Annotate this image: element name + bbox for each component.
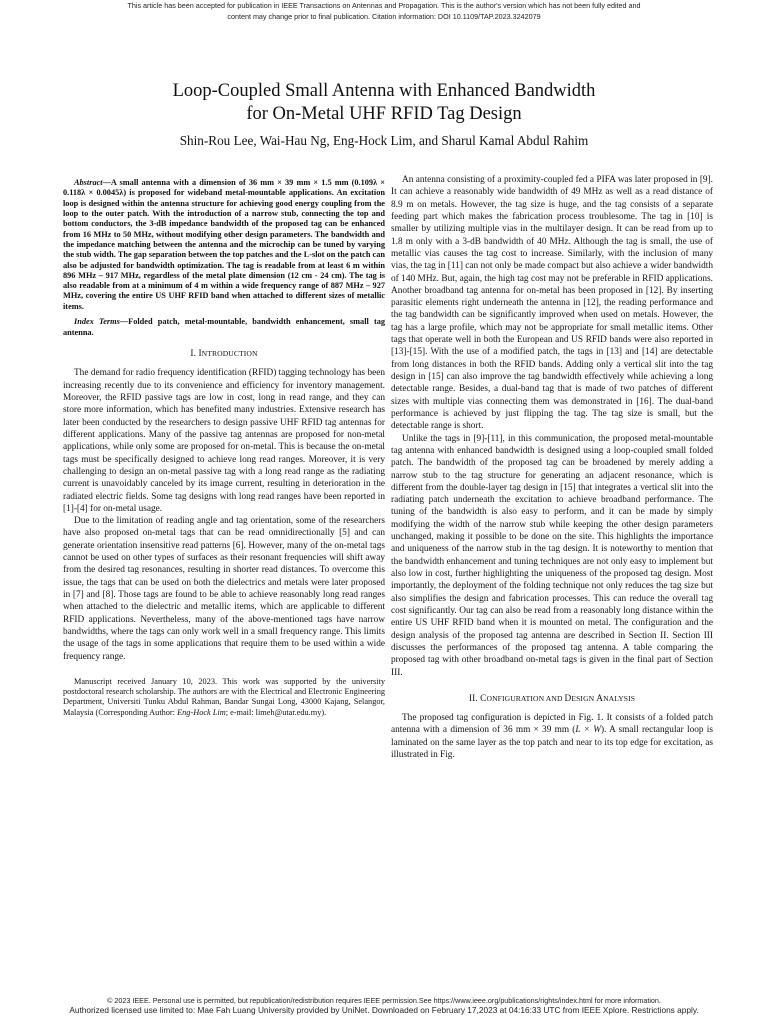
index-terms <box>63 317 385 338</box>
abstract <box>63 178 385 312</box>
header-line-2: content may change prior to final publication. Citation information: DOI 10.1109/TAP.2023.3242079 <box>227 12 541 21</box>
author-list: Shin-Rou Lee, Wai-Hau Ng, Eng-Hock Lim, and Sharul Kamal Abdul Rahim <box>179 133 589 148</box>
header-line-1: This article has been accepted for publication in IEEE Transactions on Antennas and Propagation. This is the author's version which has not been fully edited and <box>127 1 641 10</box>
license-footer: Authorized licensed use limited to: Mae Fah Luang University provided by UniNet. Downloaded on February 17,2023 at 04:16:33 UTC from IEEE Xplore. Restrictions apply. <box>69 1005 699 1015</box>
abstract-lead: Abstract <box>74 178 103 187</box>
abstract-text: —A small antenna with a dimension of 36 mm × 39 mm × 1.5 mm (0.109λ × 0.118λ × 0.0045λ) is proposed for wideband metal-mountable applications. An excitation loop is designed within the antenna structure for achieving good energy coupling from the loop to the outer patch. With the introduction of a narrow stub, connecting the top and bottom conductors, the 3-dB impedance bandwidth of the proposed tag can be enhanced from 16 MHz to 50 MHz, without modifying other design parameters. The bandwidth and the impedance matching between the antenna and the microchip can be tuned by varying the stub width. The gap separation between the top patches and the L-slot on the patch can also be adjusted for bandwidth optimization. The tag is readable from at least 6 m within 896 MHz – 917 MHz, regardless of the metal plate dimension (12 cm - 24 cm). The tag is also readable from at a minimum of 4 m within a wide frequency range of 887 MHz – 927 MHz, covering the entire US UHF RFID band when attached to different sizes of metallic items. <box>63 178 385 311</box>
paper-title <box>0 80 768 126</box>
left-column <box>63 174 385 718</box>
index-terms-text: —Folded patch, metal-mountable, bandwidth enhancement, small tag antenna. <box>63 317 385 337</box>
section-heading-introduction: I. INTRODUCTION <box>190 349 258 360</box>
section-heading-configuration: II. CONFIGURATION AND DESIGN ANALYSIS <box>468 693 636 704</box>
intro-paragraph-3: An antenna consisting of a proximity-coupled fed a PIFA was later proposed in [9]. It can achieve a reasonably wide bandwidth of 49 MHz as well as a read distance of 8.9 m on metals. However, the tag size is huge, and the tag consists of a separate feeding part which makes the fabrication process troublesome. The tag in [10] is smaller by utilizing multiple vias in the multilayer design. It can be read from up to 1.8 m only with a 3-dB bandwidth of 40 MHz. Although the tag is small, the use of metallic vias causes the tag cost to increase. Similarly, with the inclusion of many vias, the tag in [11] can not only be made compact but also achieve a wider bandwidth of 140 MHz. But, again, the high tag cost may not be preferable in RFID applications. Another broadband tag antenna for on-metal has been proposed in [12]. By inserting parasitic elements right underneath the antenna in [12], the reading performance and the tag bandwidth can be significantly improved when used on metals. However, the tag has a large profile, which may not be appropriate for small metallic items. Other tags that operate well in both the European and US RFID bands were also reported in [13]-[15]. With the use of a modified patch, the tags in [13] and [14] are detectable from long distances in both the RFID bands. Adding only a vertical slit into the tag design in [15] can also improve the tag bandwidth effectively while achieving a long detectable range. Besides, a dual-band tag that is made of two patches of different sizes with multiple vias connecting them was demonstrated in [16]. The dual-band performance is achieved by just flipping the tag. The tag size is small, but the detectable range is short. <box>391 175 713 432</box>
journal-header <box>0 0 768 22</box>
manuscript-note: Manuscript received January 10, 2023. This work was supported by the university postdoctoral research scholarship. The authors are with the Electrical and Electronic Engineering Department, Universiti Tunku Abdul Rahman, Bandar Sungai Long, 43000 Kajang, Selangor, Malaysia (Corresponding Author: Eng-Hock Lim; e-mail: limeh@utar.edu.my). <box>63 676 385 717</box>
intro-paragraph-1: The demand for radio frequency identification (RFID) tagging technology has been increasing recently due to its convenience and efficiency for inventory management. Moreover, the RFID passive tags are low in cost, long in read range, and they can store more information, which has benefited many industries. Extensive research has later been conducted by the researchers to design passive UHF RFID tag antennas for different applications. Many of the passive tag antennas are proposed for non-metal applications, while only some are proposed for on-metal. This is because the on-metal tags must be specifically designed to achieve long read ranges. Moreover, it is very challenging to design an on-metal passive tag with a long read range as the radiating current is unavoidably canceled by its image current, resulting in deterioration in the radiated electric fields. Some tag designs with long read ranges have been reported in [1]-[4] for on-metal usage. <box>63 368 385 514</box>
right-column <box>391 174 713 761</box>
intro-paragraph-4: Unlike the tags in [9]-[11], in this communication, the proposed metal-mountable tag antenna with enhanced bandwidth is designed using a loop-coupled small folded patch. The bandwidth of the proposed tag can be broadened by merely adding a narrow stub to the tag structure for generating an adjacent resonance, which is different from the double-layer tag design in [15] that integrates a vertical slit into the radiating patch underneath the excitation to achieve broadband performance. The tuning of the bandwidth is also easy to perform, and it can be made by simply modifying the width of the narrow stub while keeping the other design parameters unchanged, making it possible to be done on the site. This highlights the importance and uniqueness of the narrow stub in the tag design. It is noteworthy to mention that the bandwidth enhancement and tuning techniques are not only easy to implement but also low in cost, further highlighting the uniqueness of the proposed tag design. Most importantly, the deployment of the folding technique not only reduces the tag size but also simplifies the design and fabrication processes. This can reduce the overall tag cost significantly. Our tag can also be read from a reasonably long distance within the entire US UHF RFID band when it is mounted on metal. The configuration and the design analysis of the proposed tag antenna are described in Section II. Section III discusses the performances of the proposed tag antenna. A table comparing the proposed tag with other broadband on-metal tags is given in the final part of Section III. <box>391 433 713 678</box>
configuration-paragraph: The proposed tag configuration is depicted in Fig. 1. It consists of a folded patch antenna with a dimension of 36 mm × 39 mm (L × W). A small rectangular loop is laminated on the same layer as the top patch and near to its top edge for excitation, as illustrated in Fig. <box>391 713 713 761</box>
intro-paragraph-2: Due to the limitation of reading angle and tag orientation, some of the researchers have also proposed on-metal tags that can be read omnidirectionally [5] and can generate orientation insensitive read patterns [6]. However, many of the on-metal tags cannot be used on other types of surfaces as their resonant frequencies will shift away from the desired tag resonances, resulting in shorter read distances. To overcome this issue, the tags that can be used on both the dielectrics and metals were later proposed in [7] and [8]. Those tags are found to be able to achieve reasonably long read ranges when attached to the dielectric and metallic items, which are applicable to different RFID applications. Nevertheless, many of the above-mentioned tags have narrow bandwidths, where the tags can only work well in a small frequency range. This limits the usage of the tags in some applications that require them to be used within a wide frequency range. <box>63 516 385 662</box>
index-terms-lead: Index Terms <box>74 317 120 327</box>
title-line-2: for On-Metal UHF RFID Tag Design <box>246 104 522 124</box>
title-line-1: Loop-Coupled Small Antenna with Enhanced Bandwidth <box>172 81 596 101</box>
copyright-footer: © 2023 IEEE. Personal use is permitted, but republication/redistribution requires IEEE permission.See https://www.ieee.org/publications/rights/index.html for more information. <box>107 996 661 1005</box>
